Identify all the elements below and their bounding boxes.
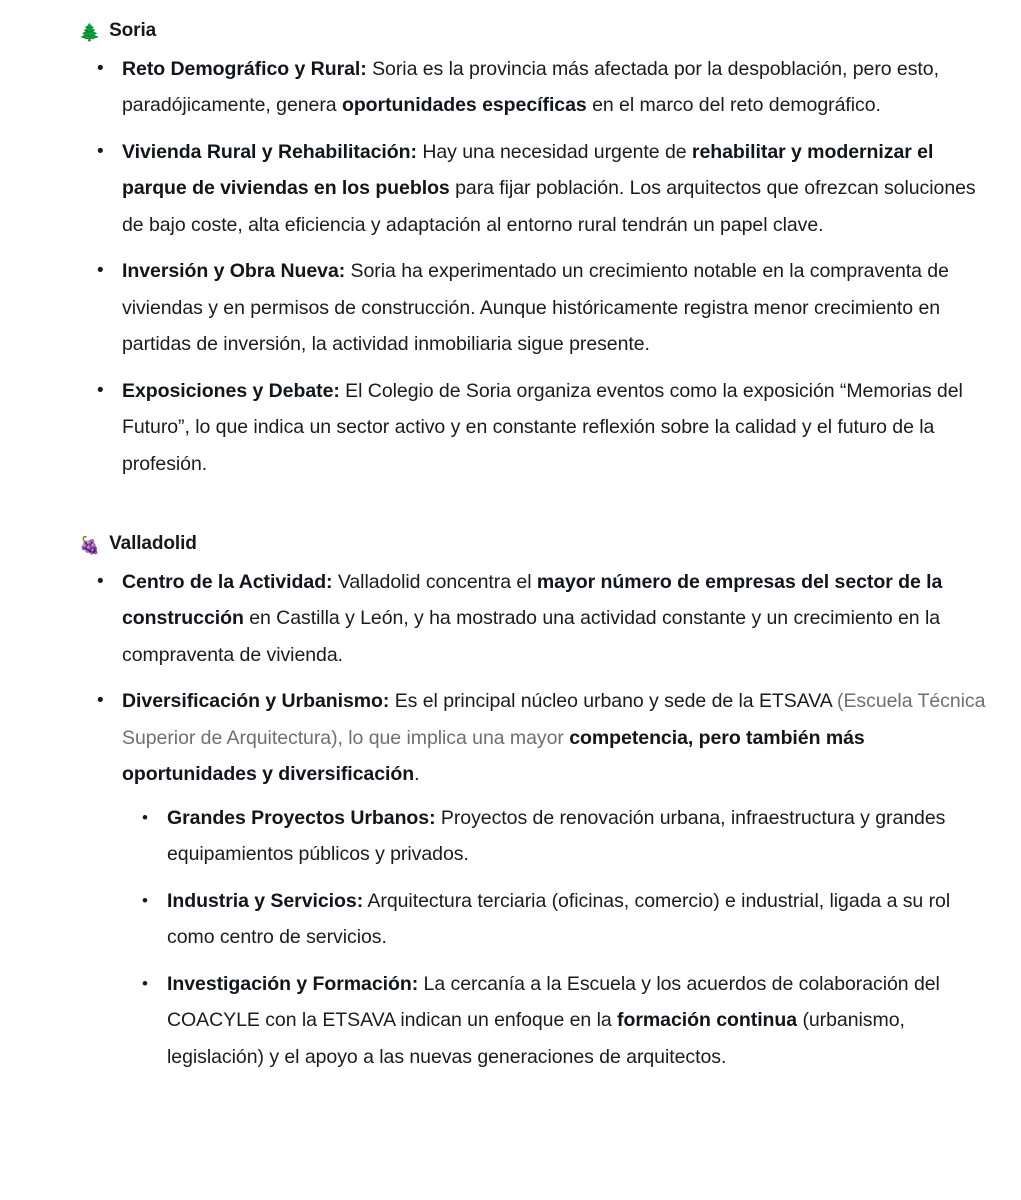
list-item-text: Soria es la provincia más afectada por la despoblación, pero esto, paradójicamente, genera — [122, 57, 939, 117]
bullet-marker: • — [142, 890, 148, 910]
list-item-emphasis: oportunidades específicas — [341, 94, 587, 117]
bullet-marker: • — [97, 379, 104, 401]
list-item-text-cont: en el marco del reto demográfico. — [586, 94, 881, 117]
list-item — [122, 966, 1001, 1076]
list-item — [75, 253, 1001, 363]
bullet-marker: • — [142, 973, 148, 993]
list-item-emphasis: competencia, pero también más oportunidades y diversificación — [122, 726, 865, 786]
list-item-lead: Inversión y Obra Nueva: — [122, 260, 346, 283]
section-title: Valladolid — [109, 533, 197, 555]
list-item — [75, 683, 1001, 1075]
list-item-lead: Diversificación y Urbanismo: — [122, 690, 390, 713]
bullet-marker: • — [142, 807, 148, 827]
list-item-text: Proyectos de renovación urbana, infraestructura y grandes equipamientos públicos y privados. — [167, 806, 946, 866]
list-item — [122, 800, 1001, 873]
bullet-marker: • — [97, 690, 104, 712]
bullet-marker: • — [97, 260, 104, 282]
list-item — [75, 373, 1001, 483]
list-item-emphasis: rehabilitar y modernizar el parque de viviendas en los pueblos — [122, 140, 934, 200]
list-item — [75, 51, 1001, 124]
list-item-text: Arquitectura terciaria (oficinas, comercio) e industrial, ligada a su rol como centro de servicios. — [167, 889, 951, 949]
list-item-lead: Exposiciones y Debate: — [122, 379, 340, 402]
section-soria — [20, 18, 1001, 482]
bullet-marker: • — [97, 570, 104, 592]
bullet-list-valladolid — [20, 564, 1001, 1076]
list-item-text: La cercanía a la Escuela y los acuerdos de colaboración del COACYLE con la ETSAVA indican un enfoque en la — [167, 972, 940, 1032]
list-item-text: Soria ha experimentado un crecimiento notable en la compraventa de viviendas y en permisos de construcción. Aunque históricamente registra menor crecimiento en partidas de inversión, la actividad inmobiliaria sigue presente. — [122, 260, 949, 356]
grapes-emoji: 🍇 — [79, 535, 101, 555]
sub-bullet-list — [122, 800, 1001, 1076]
list-item-text: Es el principal núcleo urbano y sede de la ETSAVA — [389, 690, 838, 713]
list-item-lead: Centro de la Actividad: — [122, 570, 333, 593]
list-item-text: El Colegio de Soria organiza eventos como la exposición “Memorias del Futuro”, lo que indica un sector activo y en constante reflexión sobre la calidad y el futuro de la profesión. — [122, 379, 963, 475]
list-item-text-cont: (urbanismo, legislación) y el apoyo a las nuevas generaciones de arquitectos. — [167, 1009, 905, 1068]
bullet-marker: • — [97, 57, 104, 79]
list-item-emphasis: formación continua — [617, 1009, 798, 1032]
list-item-text-cont: en Castilla y León, y ha mostrado una actividad constante y un crecimiento en la compraventa de vivienda. — [122, 607, 941, 666]
list-item-emphasis: mayor número de empresas del sector de la construcción — [122, 570, 943, 630]
list-item-lead: Reto Demográfico y Rural: — [122, 57, 367, 80]
list-item-lead: Vivienda Rural y Rehabilitación: — [122, 140, 417, 163]
list-item-lead: Industria y Servicios: — [167, 889, 364, 912]
list-item-text-cont: para fijar población. Los arquitectos que ofrezcan soluciones de bajo coste, alta eficiencia y adaptación al entorno rural tendrán un papel clave. — [122, 177, 976, 236]
list-item-text: Valladolid concentra el — [332, 570, 537, 593]
list-item-muted-text: (Escuela Técnica Superior de Arquitectura), lo que implica una mayor — [122, 690, 986, 749]
section-valladolid — [20, 531, 1001, 1075]
list-item — [75, 134, 1001, 244]
bullet-marker: • — [97, 140, 104, 162]
list-item-text-cont: . — [414, 763, 420, 786]
section-heading-soria — [79, 18, 1001, 45]
list-item-lead: Grandes Proyectos Urbanos: — [167, 806, 436, 829]
section-title: Soria — [109, 20, 157, 41]
list-item-lead: Investigación y Formación: — [167, 972, 419, 995]
evergreen-tree-emoji: 🌲 — [79, 22, 101, 42]
section-heading-valladolid — [79, 531, 1001, 558]
list-item-text: Hay una necesidad urgente de — [416, 140, 692, 163]
list-item — [122, 883, 1001, 956]
list-item — [75, 564, 1001, 674]
bullet-list-soria — [20, 51, 1001, 483]
